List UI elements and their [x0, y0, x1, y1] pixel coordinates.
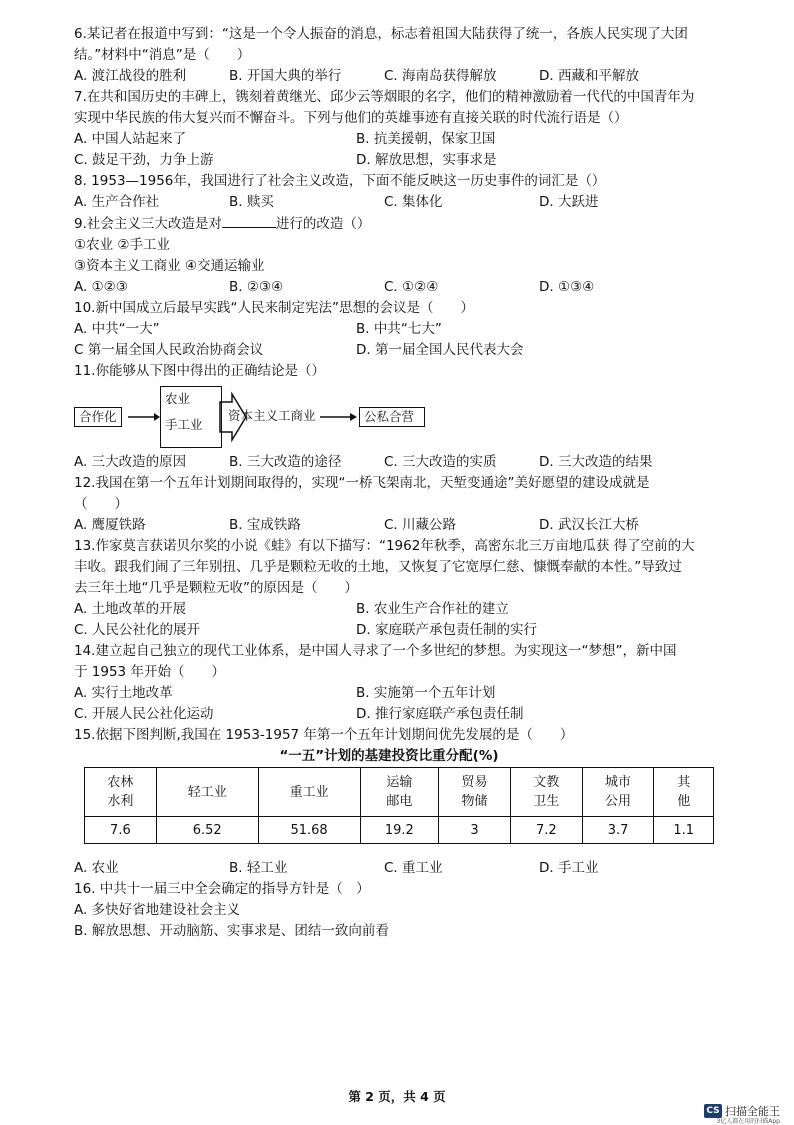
- question-stem: 10.新中国成立后最早实践“人民来制定宪法”思想的会议是（ ）: [74, 300, 474, 316]
- option-c: C. ①②④: [384, 279, 439, 295]
- option-c: C. 川藏公路: [384, 517, 457, 533]
- header-cell: [582, 768, 654, 817]
- option-d: D. 大跃进: [539, 194, 599, 210]
- label-handicraft: 手工业: [165, 417, 203, 432]
- header-cell: [439, 768, 511, 817]
- question-stem: 去三年土地“几乎是颗粒无收”的原因是（ ）: [74, 580, 358, 596]
- question-8: [74, 171, 734, 213]
- question-13: [74, 536, 734, 641]
- option-d: D. 西藏和平解放: [539, 68, 639, 84]
- value-cell: 7.6: [85, 817, 157, 844]
- option-b: B. 轻工业: [229, 860, 288, 876]
- question-stem: 于 1953 年开始（ ）: [74, 664, 225, 680]
- option-a: A. 生产合作社: [74, 194, 160, 210]
- option-a: A. 农业: [74, 860, 119, 876]
- option-b: B. 农业生产合作社的建立: [356, 601, 509, 617]
- options: [74, 66, 734, 87]
- watermark-tagline: 3亿人都在用的扫描App: [716, 1118, 780, 1125]
- option-a: A. 渡江战役的胜利: [74, 68, 187, 84]
- question-10: [74, 298, 734, 361]
- table-title: “一五”计划的基建投资比重分配(%): [279, 748, 499, 764]
- option-c: C. 集体化: [384, 194, 443, 210]
- options: [74, 515, 734, 536]
- watermark-name: 扫描全能王: [725, 1104, 780, 1118]
- option-a: A. 鹰厦铁路: [74, 517, 146, 533]
- header-text: 物储: [461, 794, 488, 809]
- stem-part: 9.社会主义三大改造是对: [74, 216, 222, 232]
- option-d: D. 家庭联产承包责任制的实行: [356, 622, 537, 638]
- options: [74, 192, 734, 213]
- options: [74, 858, 734, 879]
- box-cooperativization: 合作化: [74, 407, 122, 427]
- option-b: B. 实施第一个五年计划: [356, 685, 496, 701]
- camscanner-logo-icon: CS: [704, 1104, 722, 1118]
- options: [74, 599, 734, 620]
- question-9: [74, 213, 734, 298]
- option-b: B. 中共“七大”: [356, 321, 442, 337]
- options: [74, 319, 734, 340]
- question-stem: 8. 1953—1956年，我国进行了社会主义改造，下面不能反映这一历史事件的词汇是（）: [74, 173, 606, 189]
- option-a: A. 土地改革的开展: [74, 601, 187, 617]
- options: [74, 150, 734, 171]
- option-c: C. 三大改造的实质: [384, 454, 497, 470]
- option-d: D. ①③④: [539, 279, 595, 295]
- option-a: A. 实行土地改革: [74, 685, 173, 701]
- value-cell: 51.68: [258, 817, 360, 844]
- table-row: [85, 817, 714, 844]
- question-stem: 14.建立起自己独立的现代工业体系，是中国人寻求了一个多世纪的梦想。为实现这一“梦想”，新中国: [74, 643, 677, 659]
- item-list: ③资本主义工商业 ④交通运输业: [74, 258, 265, 274]
- question-stem: 13.作家莫言获诺贝尔奖的小说《蛙》有以下描写：“1962年秋季，高密东北三万亩地瓜获 得了空前的大: [74, 538, 695, 554]
- question-stem: 15.依据下图判断,我国在 1953-1957 年第一个五年计划期间优先发展的是（ ）: [74, 727, 574, 743]
- header-text: 文教: [533, 775, 560, 790]
- header-cell: [156, 768, 258, 817]
- question-stem: 丰收。跟我们闹了三年别扭、几乎是颗粒无收的土地，又恢复了它宽厚仁慈、慷慨奉献的本性。”导致过: [74, 559, 682, 575]
- option-c: C. 重工业: [384, 860, 443, 876]
- options: [74, 683, 734, 704]
- options: [74, 704, 734, 725]
- header-text: 公用: [605, 794, 632, 809]
- table-header-row: [85, 768, 714, 817]
- option-a: A. 中国人站起来了: [74, 131, 187, 147]
- option-c: C 第一届全国人民政治协商会议: [74, 342, 264, 358]
- question-stem: 7.在共和国历史的丰碑上，镌刻着黄继光、邱少云等烟眼的名字，他们的精神激励着一代代的中国青年为: [74, 89, 695, 105]
- header-text: 邮电: [386, 794, 413, 809]
- value-cell: 3.7: [582, 817, 654, 844]
- option-d: D. 手工业: [539, 860, 599, 876]
- page-footer: 第 2 页，共 4 页: [348, 1089, 446, 1104]
- options: [74, 129, 734, 150]
- header-cell: [510, 768, 582, 817]
- option-b: B. 开国大典的举行: [229, 68, 342, 84]
- question-stem: 6.某记者在报道中写到：“这是一个令人振奋的消息，标志着祖国大陆获得了统一，各族人民实现了大团: [74, 26, 688, 42]
- question-stem: 16. 中共十一届三中全会确定的指导方针是（ ）: [74, 881, 370, 897]
- box-joint-venture: 公私合营: [359, 407, 425, 427]
- transformation-diagram: [74, 386, 734, 448]
- label-capitalist-industry: 资本主义工商业: [228, 408, 316, 423]
- header-text: 农林: [107, 775, 134, 790]
- option-b: B. 解放思想、开动脑筋、实事求是、团结一致向前看: [74, 923, 389, 939]
- value-cell: 6.52: [156, 817, 258, 844]
- header-text: 重工业: [289, 784, 329, 800]
- option-a: A. 中共“一大”: [74, 321, 160, 337]
- option-b: B. 赎买: [229, 194, 274, 210]
- arrow-head: [350, 413, 357, 421]
- option-c: C. 鼓足干劲，力争上游: [74, 152, 214, 168]
- option-d: D. 第一届全国人民代表大会: [356, 342, 524, 358]
- option-b: B. 宝成铁路: [229, 517, 301, 533]
- question-14: [74, 641, 734, 725]
- question-16: [74, 879, 734, 942]
- item-list: ①农业 ②手工业: [74, 237, 170, 253]
- header-text: 城市: [605, 775, 632, 790]
- option-d: D. 三大改造的结果: [539, 454, 653, 470]
- value-cell: 19.2: [360, 817, 439, 844]
- header-cell: [654, 768, 714, 817]
- question-stem: [74, 213, 734, 235]
- investment-table: [84, 767, 714, 844]
- box-agri-handicraft: [160, 386, 222, 448]
- question-stem: 12.我国在第一个五年计划期间取得的，实现“一桥飞架南北，天堑变通途”美好愿望的建设成就是: [74, 475, 650, 491]
- option-a: A. ①②③: [74, 279, 128, 295]
- header-text: 卫生: [533, 794, 560, 809]
- header-text: 他: [677, 794, 691, 809]
- question-stem: 实现中华民族的伟大复兴而不懈奋斗。下列与他们的英雄事迹有直接关联的时代流行语是（）: [74, 110, 628, 126]
- header-text: 贸易: [461, 775, 488, 790]
- header-cell: [258, 768, 360, 817]
- stem-part: 进行的改造（）: [275, 216, 371, 232]
- header-cell: [360, 768, 439, 817]
- answer-blank: [222, 213, 276, 228]
- option-d: D. 武汉长江大桥: [539, 517, 639, 533]
- header-text: 运输: [386, 775, 413, 790]
- header-text: 轻工业: [187, 784, 227, 800]
- option-a: A. 三大改造的原因: [74, 454, 187, 470]
- options: [74, 277, 734, 298]
- option-c: C. 人民公社化的展开: [74, 622, 201, 638]
- value-cell: 1.1: [654, 817, 714, 844]
- options: [74, 452, 734, 473]
- question-12: [74, 473, 734, 536]
- option-b: B. ②③④: [229, 279, 284, 295]
- header-text: 水利: [107, 794, 134, 809]
- option-d: D. 推行家庭联产承包责任制: [356, 706, 524, 722]
- option-a: A. 多快好省地建设社会主义: [74, 902, 241, 918]
- label-agriculture: 农业: [165, 391, 191, 406]
- header-text: 其: [677, 775, 691, 790]
- question-11: [74, 361, 734, 473]
- option-b: B. 抗美援朝，保家卫国: [356, 131, 496, 147]
- option-d: D. 解放思想，实事求是: [356, 152, 497, 168]
- option-c: C. 海南岛获得解放: [384, 68, 497, 84]
- value-cell: 7.2: [510, 817, 582, 844]
- header-cell: [85, 768, 157, 817]
- exam-page: [74, 24, 734, 942]
- option-b: B. 三大改造的途径: [229, 454, 342, 470]
- question-stem: （ ）: [74, 496, 128, 512]
- question-7: [74, 87, 734, 171]
- scanner-watermark: [704, 1104, 780, 1125]
- question-stem: 结。”材料中“消息”是（ ）: [74, 47, 251, 63]
- option-c: C. 开展人民公社化运动: [74, 706, 214, 722]
- question-stem: 11.你能够从下图中得出的正确结论是（）: [74, 363, 325, 379]
- options: [74, 620, 734, 641]
- value-cell: 3: [439, 817, 511, 844]
- question-15: [74, 725, 734, 879]
- question-6: [74, 24, 734, 87]
- options: [74, 340, 734, 361]
